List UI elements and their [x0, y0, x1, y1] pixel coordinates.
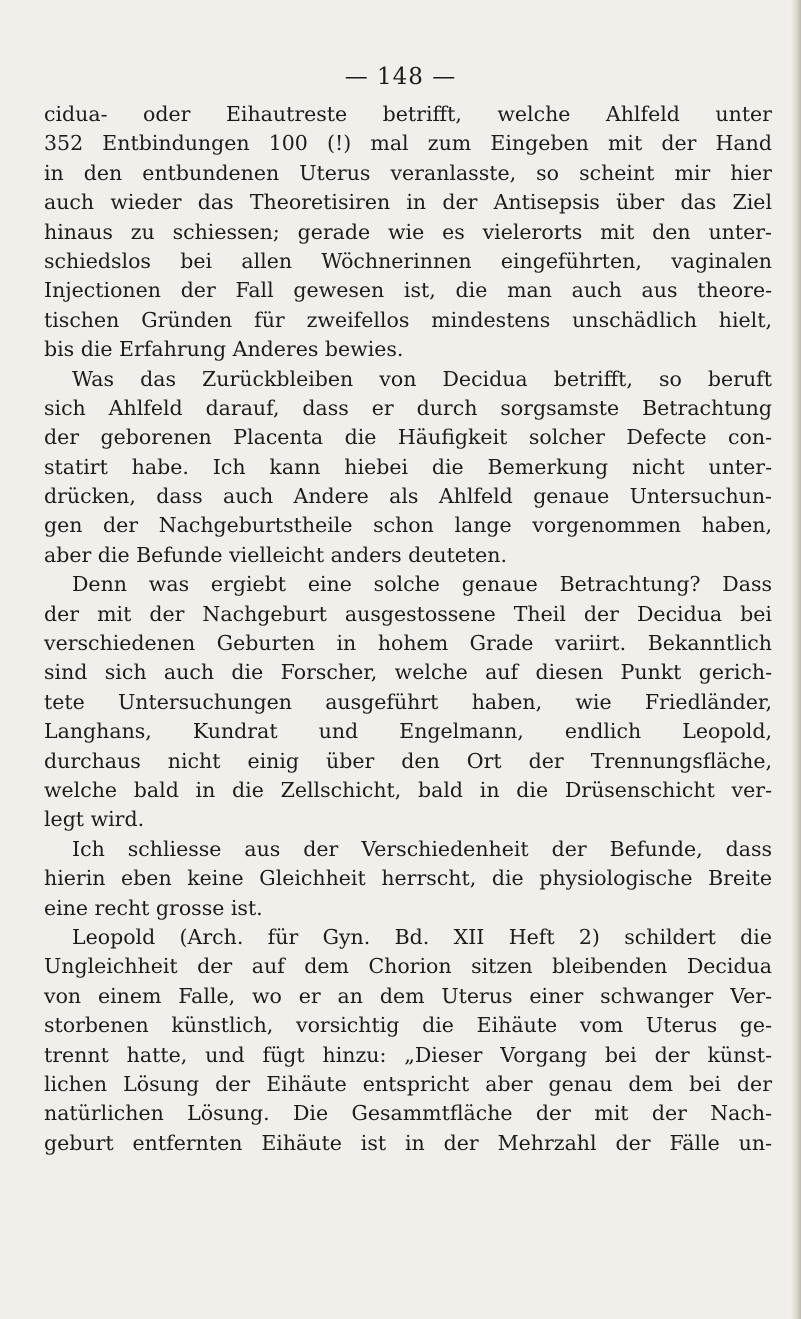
text-line: trennt hatte, und fügt hinzu: „Dieser Vorgang bei der künst- [44, 1042, 772, 1067]
page-number: — 148 — [344, 64, 457, 90]
text-line: Ich schliesse aus der Verschiedenheit der Befunde, dass [72, 836, 772, 861]
text-line: hierin eben keine Gleichheit herrscht, die physiologische Breite [44, 866, 772, 891]
text-line: natürlichen Lösung. Die Gesammtfläche der mit der Nach- [44, 1101, 772, 1126]
text-line: schiedslos bei allen Wöchnerinnen eingeführten, vaginalen [44, 248, 772, 273]
text-line: 352 Entbindungen 100 (!) mal zum Eingeben mit der Hand [44, 131, 772, 156]
text-line: welche bald in die Zellschicht, bald in die Drüsenschicht ver- [44, 777, 772, 802]
page-edge-shadow [791, 0, 801, 1319]
text-line: Ungleichheit der auf dem Chorion sitzen bleibenden Decidua [44, 954, 772, 979]
text-line: geburt entfernten Eihäute ist in der Mehrzahl der Fälle un- [44, 1130, 772, 1155]
text-line: tete Untersuchungen ausgeführt haben, wie Friedländer, [44, 689, 772, 714]
text-line: hinaus zu schiessen; gerade wie es vielerorts mit den unter- [44, 219, 772, 244]
text-line: eine recht grosse ist. [44, 895, 263, 920]
text-line: tischen Gründen für zweifellos mindestens unschädlich hielt, [44, 307, 772, 332]
text-line: auch wieder das Theoretisiren in der Antisepsis über das Ziel [44, 190, 772, 215]
text-line: gen der Nachgeburtstheile schon lange vorgenommen haben, [44, 513, 772, 538]
text-line: verschiedenen Geburten in hohem Grade variirt. Bekanntlich [44, 631, 772, 656]
text-line: in den entbundenen Uterus veranlasste, so scheint mir hier [44, 160, 772, 185]
text-line: drücken, dass auch Andere als Ahlfeld genaue Untersuchun- [44, 484, 772, 509]
text-line: Leopold (Arch. für Gyn. Bd. XII Heft 2) schildert die [72, 924, 772, 949]
text-line: Langhans, Kundrat und Engelmann, endlich Leopold, [44, 719, 772, 744]
text-line: bis die Erfahrung Anderes bewies. [44, 337, 404, 362]
text-line: statirt habe. Ich kann hiebei die Bemerkung nicht unter- [44, 454, 772, 479]
text-line: aber die Befunde vielleicht anders deuteten. [44, 542, 508, 567]
text-line: Denn was ergiebt eine solche genaue Betrachtung? Dass [72, 572, 772, 597]
text-line: legt wird. [44, 807, 145, 832]
text-line: der mit der Nachgeburt ausgestossene Theil der Decidua bei [44, 601, 772, 626]
text-line: Was das Zurückbleiben von Decidua betrifft, so beruft [72, 366, 772, 391]
text-line: Injectionen der Fall gewesen ist, die man auch aus theore- [44, 278, 772, 303]
text-line: storbenen künstlich, vorsichtig die Eihäute vom Uterus ge- [44, 1013, 772, 1038]
text-line: sind sich auch die Forscher, welche auf diesen Punkt gerich- [44, 660, 772, 685]
text-line: der geborenen Placenta die Häufigkeit solcher Defecte con- [44, 425, 772, 450]
text-line: lichen Lösung der Eihäute entspricht aber genau dem bei der [44, 1071, 772, 1096]
text-line: sich Ahlfeld darauf, dass er durch sorgsamste Betrachtung [44, 395, 772, 420]
text-line: durchaus nicht einig über den Ort der Trennungsfläche, [44, 748, 772, 773]
text-line: von einem Falle, wo er an dem Uterus einer schwanger Ver- [44, 983, 772, 1008]
text-line: cidua- oder Eihautreste betrifft, welche Ahlfeld unter [44, 102, 772, 126]
body-text [44, 100, 772, 1158]
